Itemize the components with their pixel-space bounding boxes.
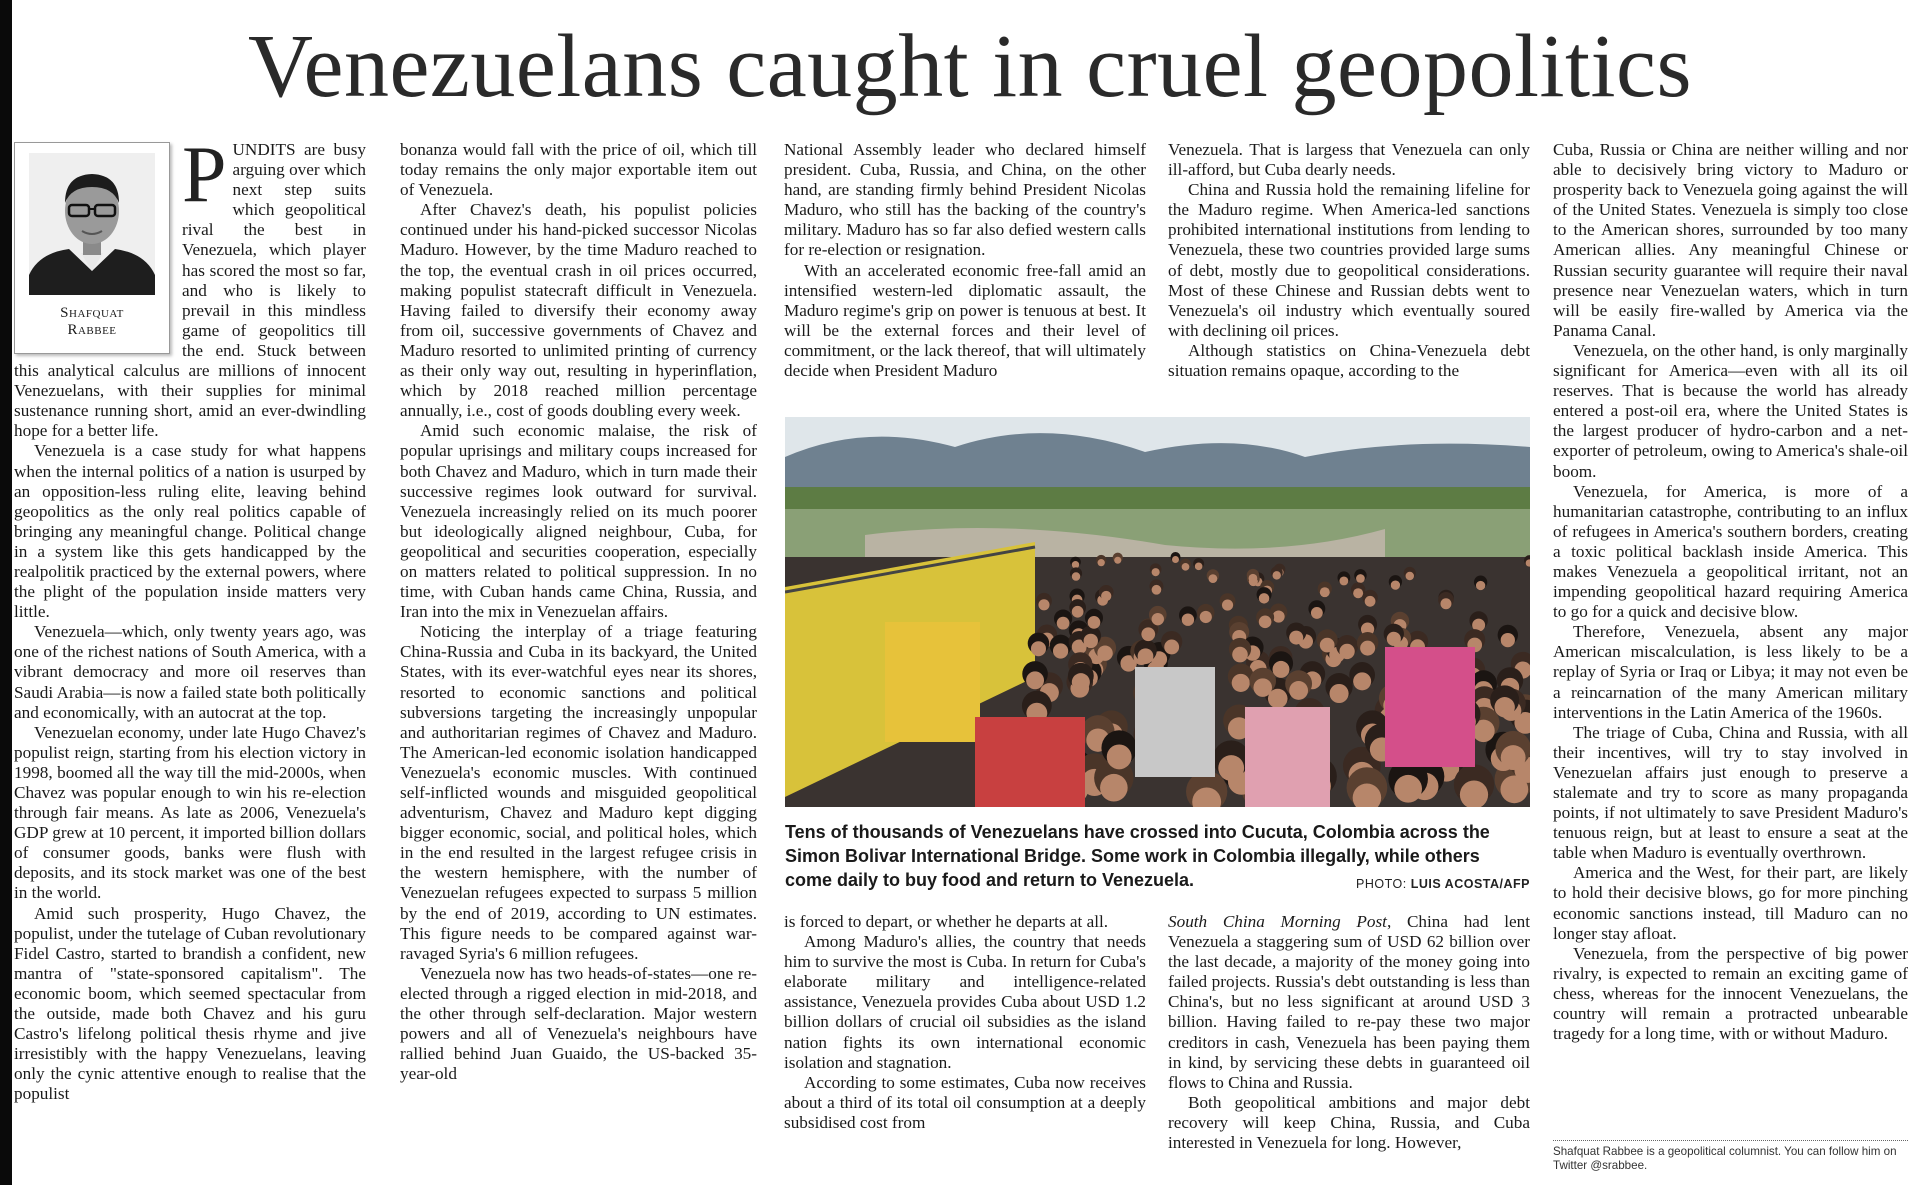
column-2	[400, 140, 757, 1084]
news-photo	[785, 417, 1530, 807]
paragraph: Venezuelan economy, under late Hugo Chavez's populist reign, starting from his election victory in 1998, boomed all the way till the mid-2000s, when Chavez was popular enough to win his re-election through fair means. As late as 2006, Venezuela's GDP grew at 10 percent, it imported billion dollars of consumer goods, banks were flush with deposits, and its stock market was one of the best in the world.	[14, 722, 366, 903]
paragraph: Venezuela, for America, is more of a humanitarian catastrophe, contributing to an influx of refugees in America's southern borders, creating a toxic political backlash inside America. This makes Venezuela a geopolitical irritant, not an impending geopolitical hazard requiring America to go for a quick and decisive blow.	[1553, 481, 1908, 622]
headline: Venezuelans caught in cruel geopolitics	[248, 17, 1692, 116]
paragraph: America and the West, for their part, are likely to hold their decisive blows, go for more pinching economic sanctions instead, till Maduro can no longer stay afloat.	[1553, 863, 1908, 943]
paragraph: South China Morning Post, China had lent Venezuela a staggering sum of USD 62 billion over the last decade, a majority of the money going into failed projects. Russia's debt outstanding is less than China's, but no less significant at around USD 3 billion. Having failed to re-pay these two major creditors in cash, Venezuela has been paying them in kind, by servicing these debts in guaranteed oil flows to China and Russia.	[1168, 912, 1530, 1092]
column-1	[14, 131, 366, 1105]
paragraph: Venezuela—which, only twenty years ago, was one of the richest nations of South America, with a vibrant democracy and more oil reserves than Saudi Arabia—is now a failed state both politically and economically, with an autocrat at the top.	[14, 622, 366, 722]
paragraph: The triage of Cuba, China and Russia, with all their incentives, will try to stay involved in Venezuelan affairs just enough to preserve a stalemate and try to score as many propaganda points, if not ultimately to save President Maduro's tenuous reign, but at least to ensure a seat at the table when Maduro is eventually overthrown.	[1553, 722, 1908, 863]
paragraph: Amid such prosperity, Hugo Chavez, the populist, under the tutelage of Cuban revolutionary Fidel Castro, started to brandish a confident, new mantra of "state-sponsored capitalism". The economic boom, which seemed spectacular from the outside, made both Chavez and his guru Castro's lifelong political thesis rhyme and jive irresistibly with the happy Venezuelans, leaving only the cynic attentive enough to realise that the populist	[14, 903, 366, 1104]
paragraph: Therefore, Venezuela, absent any major American miscalculation, is less likely to be a replay of Syria or Iraq or Libya; it may not even be a reincarnation of the many American military interventions in the Latin America of the 1960s.	[1553, 622, 1908, 722]
column-3-top	[784, 140, 1146, 381]
paragraph: China and Russia hold the remaining lifeline for the Maduro regime. When America-led sanctions prohibited international institutions from lending to Venezuela, these two countries provided large sums of debt, mostly due to geopolitical considerations. Most of these Chinese and Russian debts went to Venezuela's oil industry which eventually soured with declining oil prices.	[1168, 180, 1530, 340]
photo-caption: Tens of thousands of Venezuelans have crossed into Cucuta, Colombia across the Simon Bolivar International Bridge. Some work in Colombia illegally, while others come daily to buy food and return to Venezuela.	[785, 822, 1490, 890]
column-4-bottom	[1168, 912, 1530, 1153]
paragraph: With an accelerated economic free-fall amid an intensified western-led diplomatic assault, the Maduro regime's grip on power is tenuous at best. It will be the external forces and their level of commitment, or the lack thereof, that will ultimately decide when President Maduro	[784, 260, 1146, 381]
paragraph: Although statistics on China-Venezuela debt situation remains opaque, according to the	[1168, 340, 1530, 381]
column-4-top	[1168, 140, 1530, 381]
paragraph: After Chavez's death, his populist policies continued under his hand-picked successor Nicolas Maduro. However, by the time Maduro reached to the top, the eventual crash in oil prices occurred, making populist statecraft difficult in Venezuela. Having failed to diversify their economy away from oil, successive governments of Chavez and Maduro resorted to unlimited printing of currency as their only way out, resulting in hyperinflation, which by 2018 reached million percentage annually, i.e., cost of goods doubling every week.	[400, 200, 757, 421]
paragraph: Venezuela. That is largess that Venezuela can only ill-afford, but Cuba dearly needs.	[1168, 140, 1530, 180]
paragraph: Among Maduro's allies, the country that needs him to survive the most is Cuba. In return for Cuba's elaborate military and intelligence-related assistance, Venezuela provides Cuba about USD 1.2 billion dollars of crucial oil subsidies as the island nation fights its own international economic isolation and stagnation.	[784, 932, 1146, 1072]
paragraph: bonanza would fall with the price of oil, which till today remains the only major exportable item out of Venezuela.	[400, 140, 757, 200]
byline-box	[14, 142, 170, 354]
author-footnote: Shafquat Rabbee is a geopolitical columnist. You can follow him on Twitter @srabbee.	[1553, 1140, 1908, 1173]
paragraph: National Assembly leader who declared himself president. Cuba, Russia, and China, on the other hand, are standing firmly behind President Nicolas Maduro, who still has the backing of the country's military. Maduro has so far also defied western calls for re-election or resignation.	[784, 140, 1146, 260]
paragraph: is forced to depart, or whether he departs at all.	[784, 912, 1109, 931]
paragraph: Noticing the interplay of a triage featuring China-Russia and Cuba in its backyard, the United States, with its ever-watchful eyes near its shores, resorted to economic sanctions and political subversions targeting the increasingly unpopular and authoritarian regimes of Chavez and Maduro. The American-led economic isolation handicapped Venezuela's economic muscles. With continued self-inflicted wounds and misguided geopolitical adventurism, Chavez and Maduro kept digging bigger economic, social, and political holes, which in the end resulted in the largest refugee crisis in the western hemisphere, with the number of Venezuelan refugees expected to surpass 5 million by the end of 2019, according to UN estimates. This figure needs to be compared against war-ravaged Syria's 6 million refugees.	[400, 622, 757, 963]
paragraph: Venezuela is a case study for what happens when the internal politics of a nation is usurped by an opposition-less ruling elite, leaving behind geopolitics as the only real politics capable of bringing any meaningful change. Political change in a system like this gets handicapped by the realpolitik practiced by the external powers, where the plight of the population inside matters very little.	[14, 441, 366, 622]
lead-paragraph: PUNDITS are busy arguing over which next step suits which geopolitical rival the best in Venezuela, which player has scored the most so far, and who is likely to prevail in this mindless game of geopolitics till the end. Stuck between this analytical calculus are millions of innocent Venezuelans, with their supplies for minimal sustenance running short, amid an ever-dwindling hope for a better life.	[14, 131, 366, 441]
paragraph: Both geopolitical ambitions and major debt recovery will keep China, Russia, and Cuba interested in Venezuela for long. However,	[1168, 1092, 1530, 1153]
author-name: Shafquat Rabbee	[60, 305, 124, 338]
column-5	[1553, 140, 1908, 1044]
photo-credit: PHOTO: LUIS ACOSTA/AFP	[1356, 877, 1530, 891]
paragraph: Venezuela, on the other hand, is only marginally significant for America—even with all its oil reserves. That is because the world has already entered a post-oil era, where the United States is the largest producer of hydro-carbon and a net-exporter of petroleum, owing to America's shale-oil boom.	[1553, 340, 1908, 481]
paragraph: Amid such economic malaise, the risk of popular uprisings and military coups increased for both Chavez and Maduro, which in turn made their successive regimes look outward for survival. Venezuela increasingly relied on its much poorer but ideologically aligned neighbour, Cuba, for geopolitical and securities cooperation, especially on matters related to political suppression. In no time, with Cuban hands came China, Russia, and Iran into the mix in Venezuelan affairs.	[400, 421, 757, 622]
column-3-bottom	[784, 912, 1146, 1133]
paragraph: Cuba, Russia or China are neither willing and nor able to decisively bring victory to Maduro or prosperity back to Venezuela going against the will of the United States. Venezuela is simply too close to the American shores, surrounded by too many American allies. Any meaningful Chinese or Russian security guarantee will require their naval presence near Venezuelan waters, which in turn will be easily fire-walled by America via the Panama Canal.	[1553, 140, 1908, 340]
paragraph: According to some estimates, Cuba now receives about a third of its total oil consumption at a deeply subsidised cost from	[784, 1072, 1146, 1132]
page-edge-bar	[0, 0, 12, 1185]
paragraph: Venezuela now has two heads-of-states—one re-elected through a rigged election in mid-2018, and the other through self-declaration. Major western powers and all of Venezuela's neighbours have rallied behind Juan Guaido, the US-backed 35-year-old	[400, 963, 757, 1084]
author-portrait	[29, 153, 155, 295]
paragraph: Venezuela, from the perspective of big power rivalry, is expected to remain an exciting game of chess, whereas for the innocent Venezuelans, the country will remain a protracted unbearable tragedy for a long time, with or without Maduro.	[1553, 943, 1908, 1044]
drop-cap: P	[182, 131, 227, 219]
